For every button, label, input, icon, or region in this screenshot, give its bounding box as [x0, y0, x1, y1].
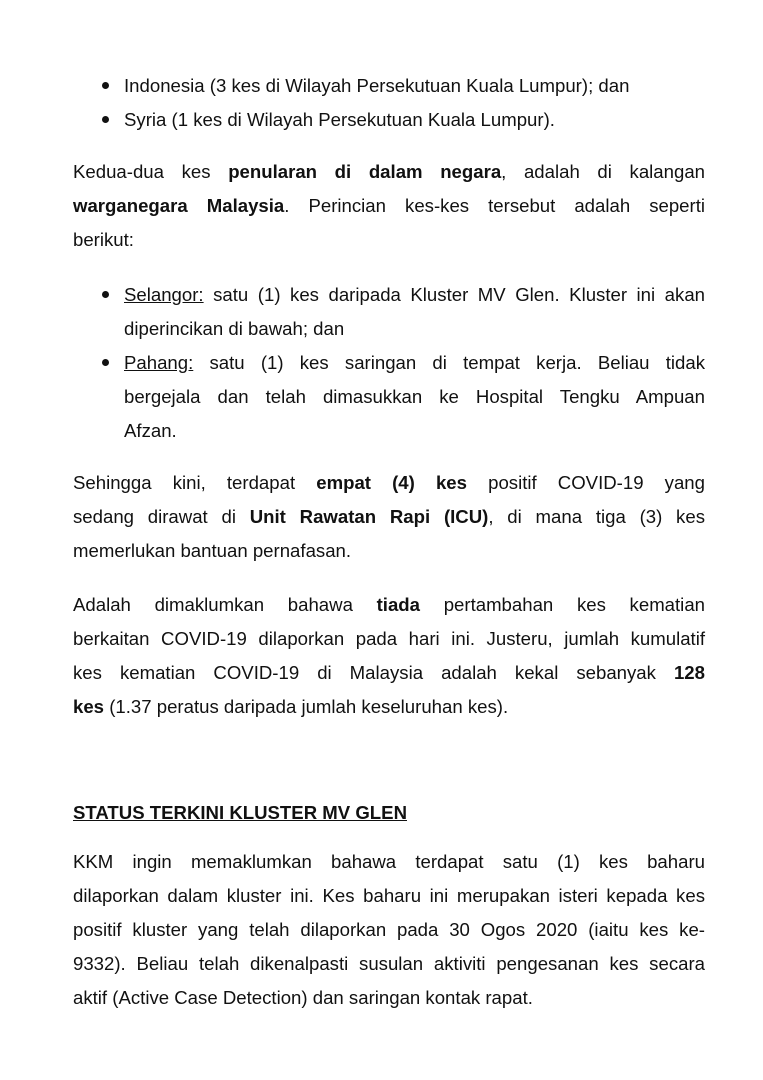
bullet-icon [102, 291, 109, 298]
bullet-icon [102, 359, 109, 366]
country-list [73, 69, 713, 137]
paragraph-local-transmission: Kedua-dua kes penularan di dalam negara, adalah di kalangan warganegara Malaysia. Perincian kes-kes tersebut adalah seperti berikut: [73, 161, 706, 250]
list-item: Syria (1 kes di Wilayah Persekutuan Kuala Lumpur). [73, 103, 713, 137]
bullet-icon [102, 116, 109, 123]
state-list [73, 278, 705, 448]
list-item: Indonesia (3 kes di Wilayah Persekutuan Kuala Lumpur); dan [73, 69, 713, 103]
list-item-pahang: Pahang: satu (1) kes saringan di tempat kerja. Beliau tidak bergejala dan telah dimasukkan ke Hospital Tengku Ampuan Afzan. [73, 346, 705, 448]
paragraph-mv-glen: KKM ingin memaklumkan bahawa terdapat satu (1) kes baharu dilaporkan dalam kluster ini. Kes baharu ini merupakan isteri kepada kes positif kluster yang telah dilaporkan pada 30 Ogos 2020 (iaitu kes ke- 9332). Beliau telah dikenalpasti susulan aktiviti pengesanan kes secara aktif (Active Case Detection) dan saringan kontak rapat. [73, 851, 705, 1008]
paragraph-icu: Sehingga kini, terdapat empat (4) kes positif COVID-19 yang sedang dirawat di Unit Rawatan Rapi (ICU), di mana tiga (3) kes memerlukan bantuan pernafasan. [73, 472, 705, 561]
bullet-icon [102, 82, 109, 89]
list-item-selangor: Selangor: satu (1) kes daripada Kluster MV Glen. Kluster ini akan diperincikan di bawah; dan [73, 278, 705, 346]
paragraph-deaths: Adalah dimaklumkan bahawa tiada pertambahan kes kematian berkaitan COVID-19 dilaporkan pada hari ini. Justeru, jumlah kumulatif kes kematian COVID-19 di Malaysia adalah kekal sebanyak 128 kes (1.37 peratus daripada jumlah keseluruhan kes). [73, 594, 705, 717]
section-heading: STATUS TERKINI KLUSTER MV GLEN [73, 802, 407, 823]
